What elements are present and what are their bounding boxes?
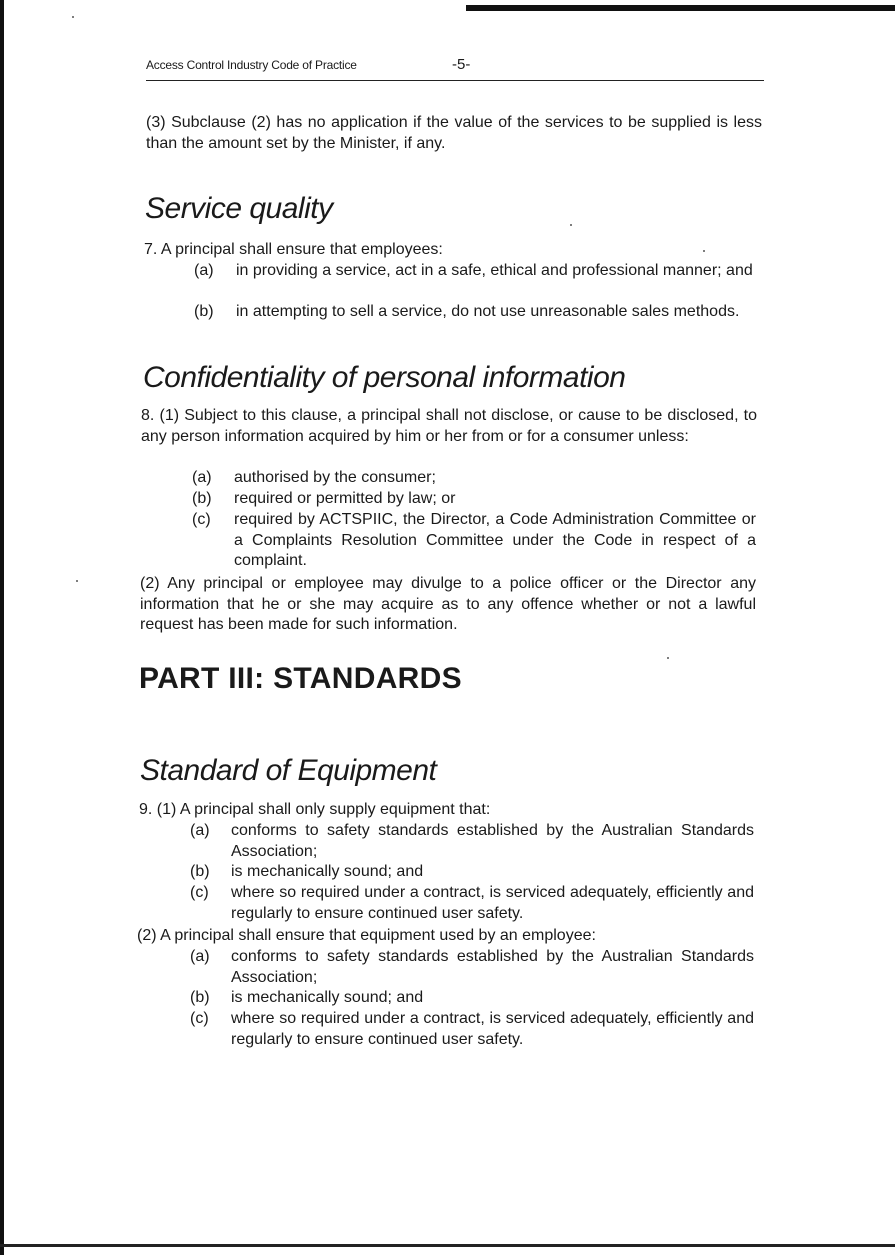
item-label: (a) [190,822,210,839]
clause-7-intro: 7. A principal shall ensure that employees: [144,241,443,258]
item-text: conforms to safety standards established by the Australian Standards Association; [231,948,754,986]
item-label: (c) [190,1010,209,1027]
scan-border-bottom [0,1244,895,1247]
clause-8-item-a [192,468,756,489]
scan-speck [76,580,78,582]
clause-6-3: (3) Subclause (2) has no application if the value of the services to be supplied is less than the amount set by the Minister, if any. [146,114,762,152]
scan-speck [667,657,669,659]
clause-8-item-b [192,489,756,510]
clause-7-item-a [194,261,760,303]
scan-speck [570,224,572,226]
item-text: is mechanically sound; and [231,989,424,1006]
item-text: in providing a service, act in a safe, ethical and professional manner; and [236,262,753,279]
item-text: conforms to safety standards established by the Australian Standards Association; [231,822,754,860]
heading-confidentiality: Confidentiality of personal information [143,361,626,394]
scan-border-top [466,5,895,11]
item-label: (b) [190,989,210,1006]
clause-8-2: (2) Any principal or employee may divulge to a police officer or the Director any information that he or she may acquire as to any offence whether or not a lawful request has been made for such information. [140,575,756,633]
heading-standard-of-equipment: Standard of Equipment [140,754,437,787]
item-label: (b) [194,303,214,320]
item-label: (a) [192,469,212,486]
item-text: required by ACTSPIIC, the Director, a Code Administration Committee or a Complaints Resolution Committee under the Code in respect of a complaint. [234,511,756,569]
document-title: Access Control Industry Code of Practice [146,58,357,72]
item-label: (c) [192,511,211,528]
clause-9-1-item-c [190,883,754,925]
page-header [146,56,764,81]
clause-9-2-item-b [190,988,754,1009]
item-text: is mechanically sound; and [231,863,424,880]
heading-service-quality: Service quality [145,192,333,225]
scan-border-left [0,0,4,1255]
part-3-heading: PART III: STANDARDS [139,662,462,695]
page-number: -5- [452,56,471,73]
clause-9-1-item-b [190,862,754,883]
clause-9-1: 9. (1) A principal shall only supply equipment that: [139,801,491,818]
item-label: (b) [192,490,212,507]
item-text: authorised by the consumer; [234,469,436,486]
clause-8-item-c [192,510,756,572]
clause-9-1-item-a [190,821,754,863]
clause-9-2-item-a [190,947,754,989]
item-label: (b) [190,863,210,880]
item-text: where so required under a contract, is serviced adequately, efficiently and regularly to ensure continued user safety. [231,1010,754,1048]
item-label: (a) [190,948,210,965]
item-text: required or permitted by law; or [234,490,456,507]
clause-9-2-item-c [190,1009,754,1051]
clause-7-item-b [194,302,760,344]
scan-speck [72,16,74,18]
clause-9-2: (2) A principal shall ensure that equipment used by an employee: [137,927,596,944]
item-label: (c) [190,884,209,901]
item-label: (a) [194,262,214,279]
item-text: where so required under a contract, is serviced adequately, efficiently and regularly to ensure continued user safety. [231,884,754,922]
clause-8-1: 8. (1) Subject to this clause, a principal shall not disclose, or cause to be disclosed, to any person information acquired by him or her from or for a consumer unless: [141,407,757,445]
item-text: in attempting to sell a service, do not use unreasonable sales methods. [236,303,740,320]
